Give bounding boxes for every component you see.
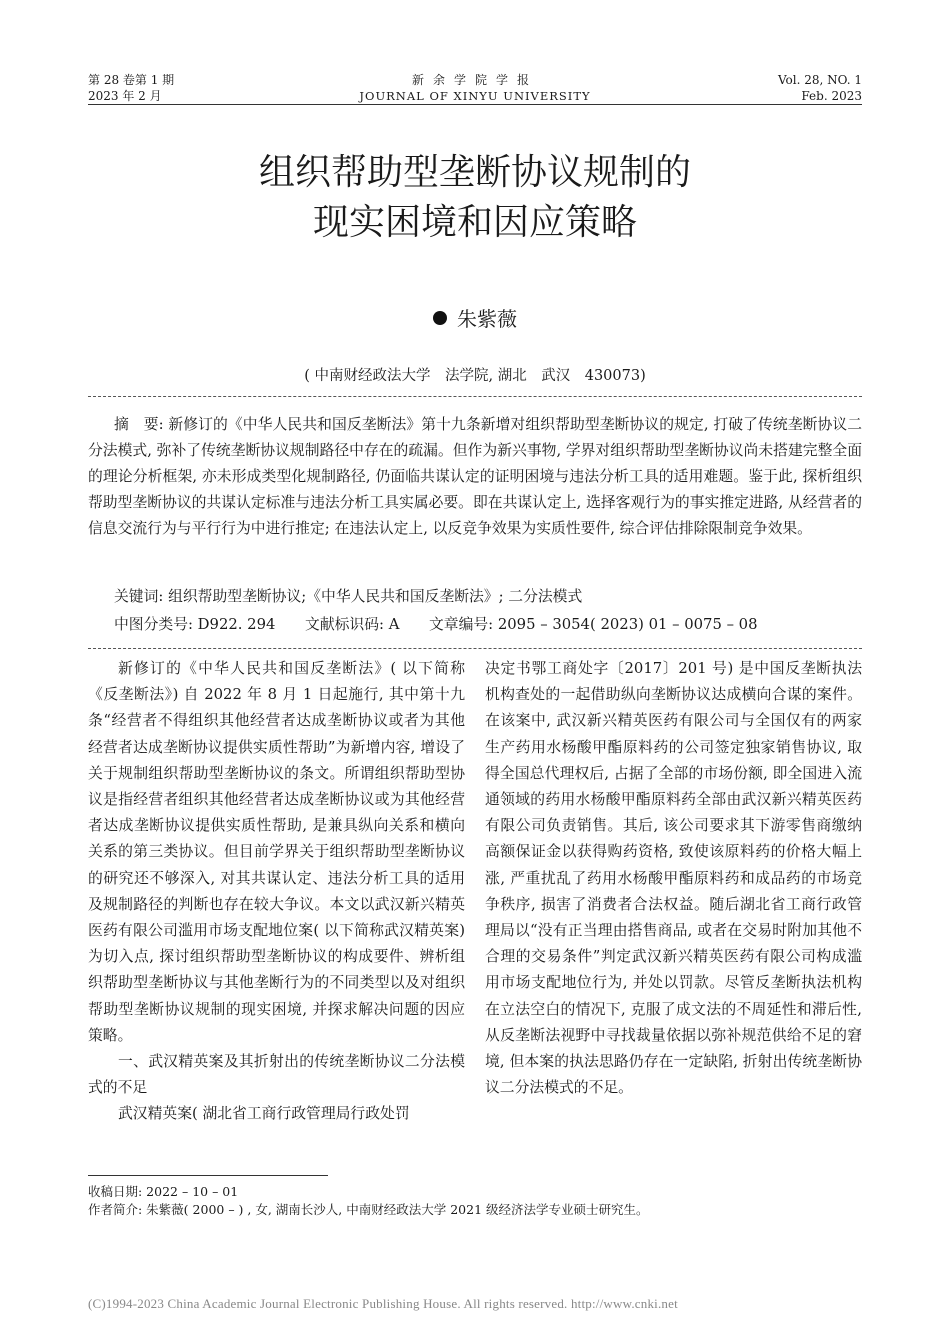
footnote-rule [88, 1175, 328, 1176]
header-volume: 第 28 卷第 1 期 [88, 73, 175, 87]
paper-title [0, 148, 950, 248]
author-name: 朱紫薇 [457, 307, 517, 331]
footnote-author-bio: 作者简介: 朱紫薇( 2000 – ) , 女, 湖南长沙人, 中南财经政法大学 2021 级经济法学专业硕士研究生。 [88, 1202, 649, 1217]
header-date: 2023 年 2 月 [88, 89, 162, 103]
abstract-text: 摘 要: 新修订的《中华人民共和国反垄断法》第十九条新增对组织帮助型垄断协议的规定, 打破了传统垄断协议二分法模式, 弥补了传统垄断协议规制路径中存在的疏漏。但作为新兴事物, 学界对组织帮助型垄断协议尚未搭建完整全面的理论分析框架, 亦未形成类型化规制路径, 仍面临共谋认定的证明困境与违法分析工具的适用难题。鉴于此, 探析组织帮助型垄断协议的共谋认定标准与违法分析工具实属必要。即在共谋认定上, 选择客观行为的事实推定进路, 从经营者的信息交流行为与平行行为中进行推定; 在违法认定上, 以反竞争效果为实质性要件, 综合评估排除限制竞争效果。 [88, 416, 862, 537]
title-line-2: 现实困境和因应策略 [312, 202, 637, 243]
body-paragraph: 武汉精英案( 湖北省工商行政管理局行政处罚 [118, 1105, 410, 1123]
author-line [0, 305, 950, 333]
affiliation: ( 中南财经政法大学 法学院, 湖北 武汉 430073) [304, 368, 646, 384]
classification: 中图分类号: D922. 294 文献标识码: A 文章编号: 2095 – 3054( 2023) 01 – 0075 – 08 [114, 616, 758, 633]
footnote-received: 收稿日期: 2022 – 10 – 01 [88, 1184, 239, 1199]
dashed-rule-top [88, 396, 862, 397]
body-column-right [485, 656, 862, 1101]
header-vol-en-block [778, 72, 862, 104]
section-heading: 一、武汉精英案及其折射出的传统垄断协议二分法模式的不足 [88, 1053, 465, 1097]
body-paragraph: 决定书鄂工商处字〔2017〕201 号) 是中国反垄断执法机构查处的一起借助纵向垄断协议达成横向合谋的案件。在该案中, 武汉新兴精英医药有限公司与全国仅有的两家生产药用水杨酸甲酯原料药的公司签定独家销售协议, 取得全国总代理权后, 占据了全部的市场份额, 即全国进入流通领域的药用水杨酸甲酯原料药全部由武汉新兴精英医药有限公司负责销售。其后, 该公司要求其下游零售商缴纳高额保证金以获得购药资格, 致使该原料药的价格大幅上涨, 严重扰乱了药用水杨酸甲酯原料药和成品药的市场竞争秩序, 损害了消费者合法权益。随后湖北省工商行政管理局以“没有正当理由搭售商品, 或者在交易时附加其他不合理的交易条件”判定武汉新兴精英医药有限公司构成滥用市场支配地位行为, 并处以罚款。尽管反垄断执法机构在立法空白的情况下, 克服了成文法的不周延性和滞后性, 从反垄断法视野中寻找裁量依据以弥补规范供给不足的窘境, 但本案的执法思路仍存在一定缺陷, 折射出传统垄断协议二分法模式的不足。 [485, 660, 862, 1097]
header-journal-cn: 新余学院学报 [411, 73, 538, 87]
header-journal-en: JOURNAL OF XINYU UNIVERSITY [359, 89, 591, 103]
keywords: 关键词: 组织帮助型垄断协议;《中华人民共和国反垄断法》; 二分法模式 [114, 588, 583, 605]
abstract [88, 412, 862, 542]
header-vol-en: Vol. 28, NO. 1 [777, 73, 862, 87]
title-line-1: 组织帮助型垄断协议规制的 [258, 152, 691, 193]
copyright-notice: (C)1994-2023 China Academic Journal Electronic Publishing House. All rights reserved. http://www.cnki.net [88, 1296, 678, 1311]
body-paragraph: 新修订的《中华人民共和国反垄断法》( 以下简称《反垄断法》) 自 2022 年 8 月 1 日起施行, 其中第十九条“经营者不得组织其他经营者达成垄断协议或者为其他经营者达成垄断协议提供实质性帮助”为新增内容, 增设了关于规制组织帮助型垄断协议的条文。所谓组织帮助型协议是指经营者组织其他经营者达成垄断协议或为其他经营者达成垄断协议提供实质性帮助, 是兼具纵向关系和横向关系的第三类协议。但目前学界关于组织帮助型垄断协议的研究还不够深入, 对其共谋认定、违法分析工具的适用及规制路径的判断也存在较大争议。本文以武汉新兴精英医药有限公司滥用市场支配地位案( 以下简称武汉精英案) 为切入点, 探讨组织帮助型垄断协议的构成要件、辨析组织帮助型垄断协议与其他垄断行为的不同类型以及对组织帮助型垄断协议规制的现实困境, 并探求解决问题的因应策略。 [88, 660, 465, 1044]
bullet-icon [433, 311, 447, 325]
dashed-rule-bottom [88, 648, 862, 649]
body-column-left [88, 656, 465, 1128]
header-rule [88, 104, 862, 105]
header-date-en: Feb. 2023 [801, 89, 862, 103]
